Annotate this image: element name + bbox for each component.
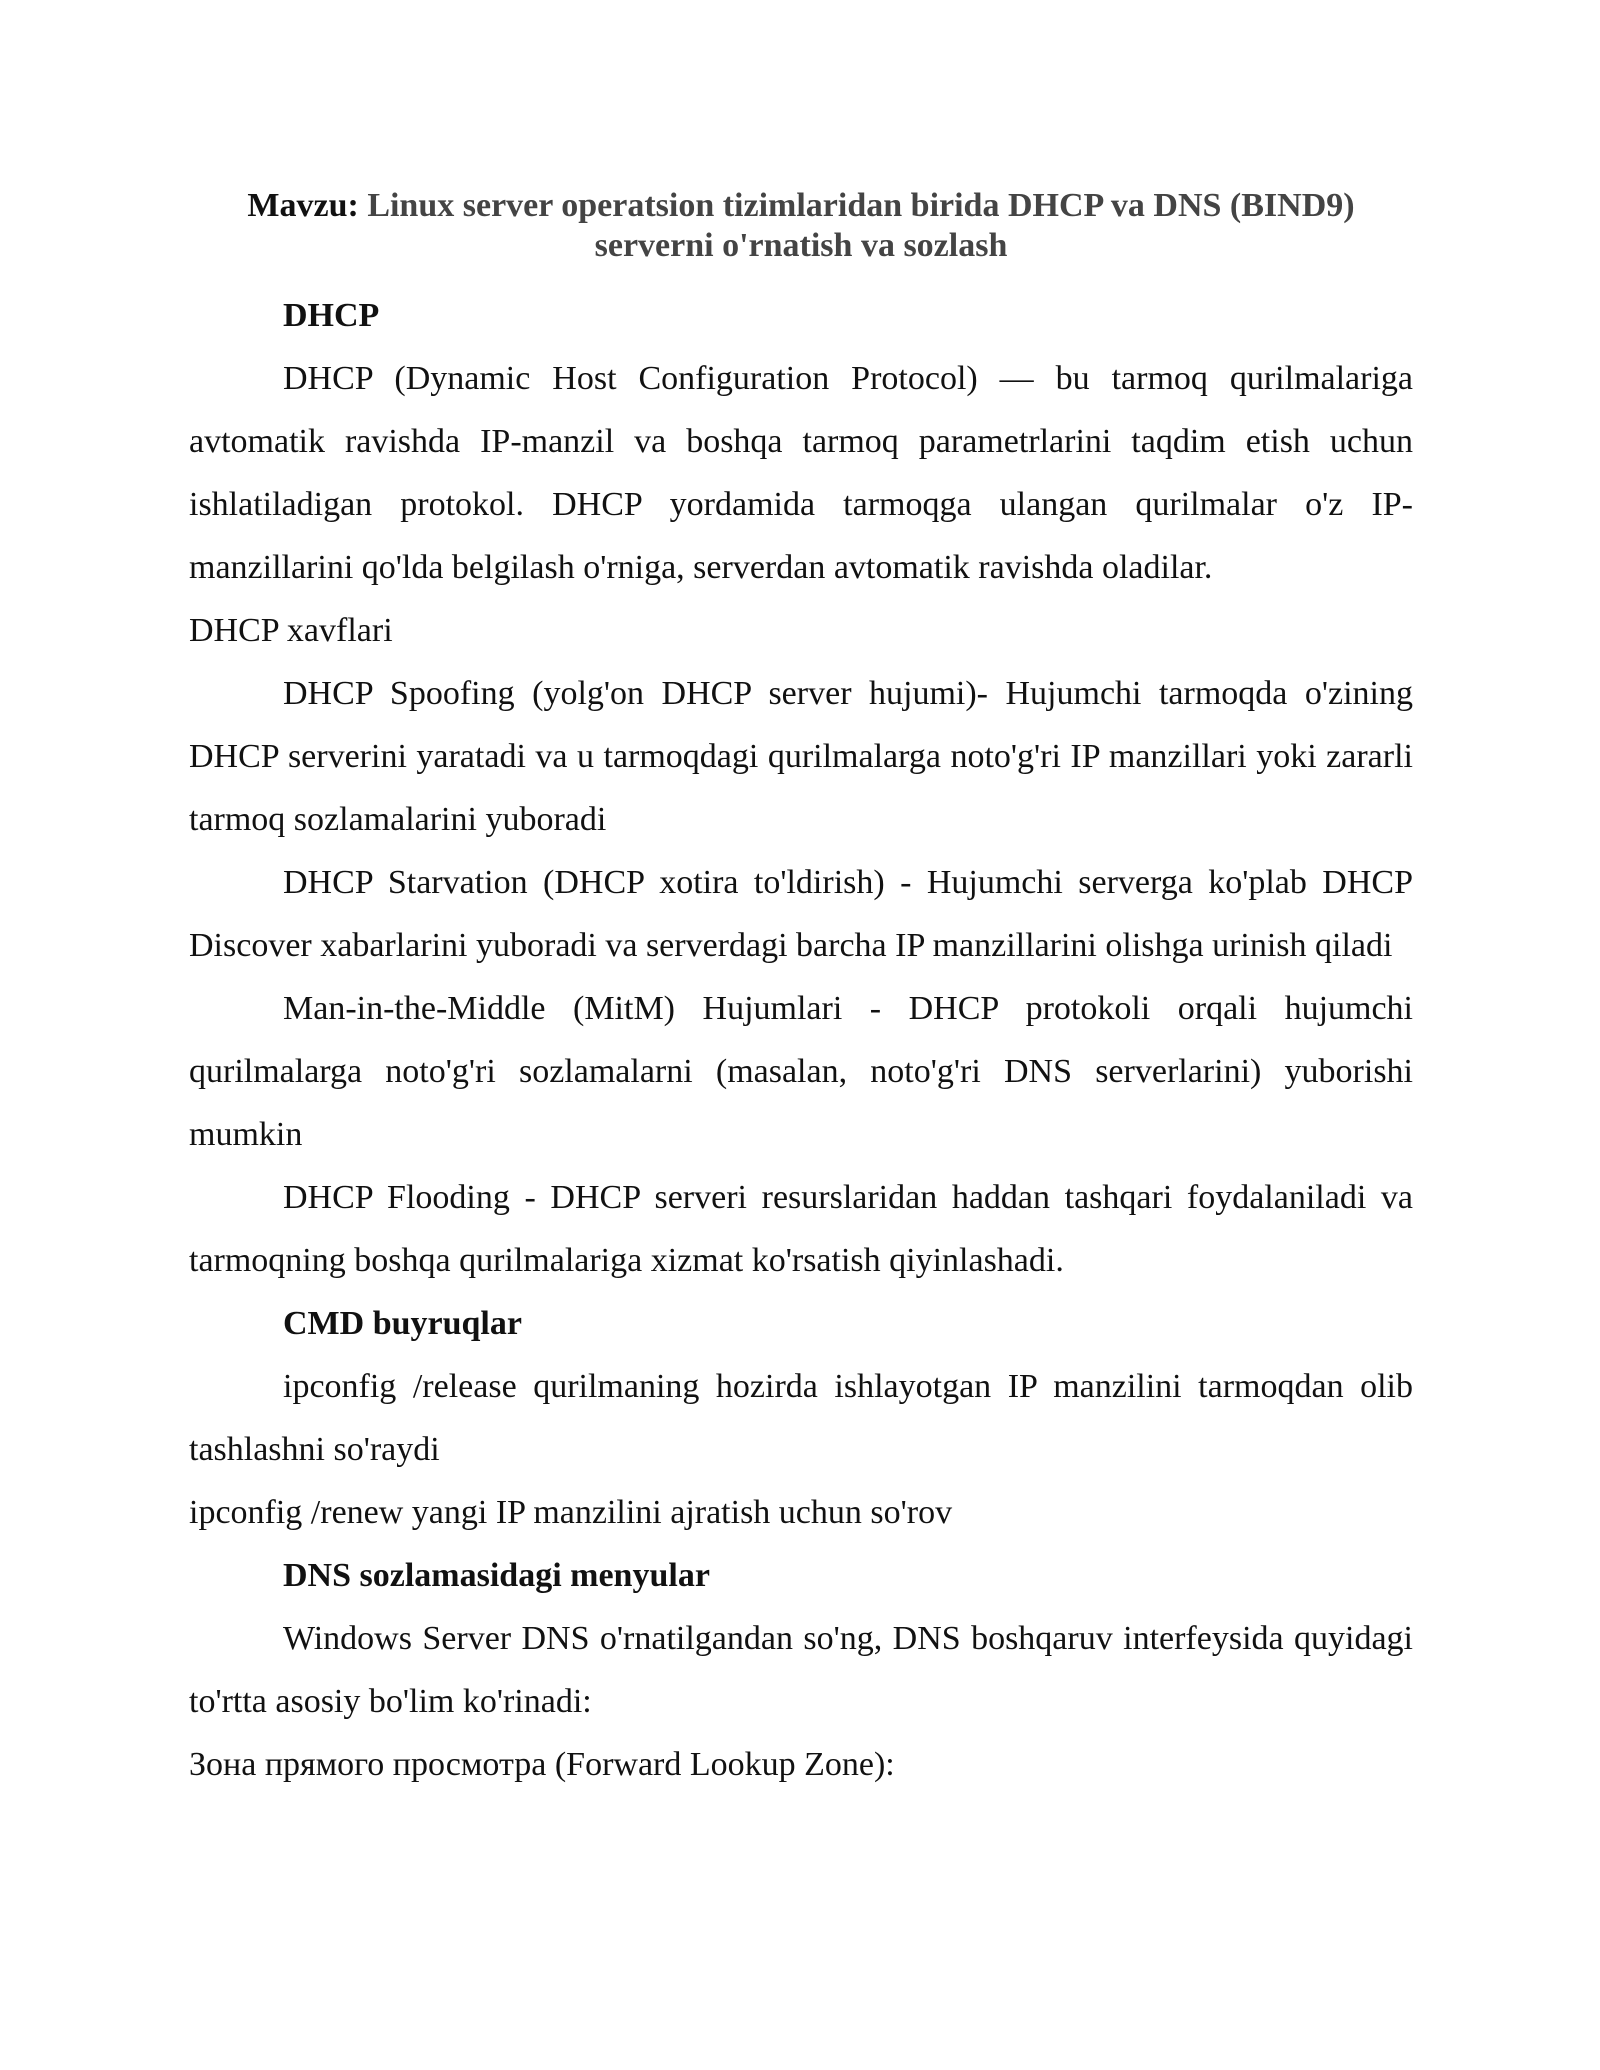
cmd-renew-paragraph: ipconfig /renew yangi IP manzilini ajratish uchun so'rov: [189, 1494, 953, 1531]
document-page: [189, 186, 1413, 1796]
dhcp-threats-label: DHCP xavflari: [189, 612, 393, 649]
title-label: Mavzu:: [247, 187, 359, 224]
dhcp-flooding-paragraph: DHCP Flooding - DHCP serveri resurslaridan haddan tashqari foydalaniladi va tarmoqning boshqa qurilmalariga xizmat ko'rsatish qiyinlashadi.: [189, 1179, 1413, 1279]
dhcp-starvation-paragraph: DHCP Starvation (DHCP xotira to'ldirish) - Hujumchi serverga ko'plab DHCP Discover xabarlarini yuboradi va serverdagi barcha IP manzillarini olishga urinish qiladi: [189, 864, 1413, 964]
dns-heading: DNS sozlamasidagi menyular: [283, 1557, 710, 1594]
mitm-paragraph: Man-in-the-Middle (MitM) Hujumlari - DHCP protokoli orqali hujumchi qurilmalarga noto'g'ri sozlamalarni (masalan, noto'g'ri DNS serverlarini) yuborishi mumkin: [189, 990, 1413, 1153]
dhcp-heading: DHCP: [283, 297, 380, 334]
dhcp-intro-paragraph: DHCP (Dynamic Host Configuration Protocol) — bu tarmoq qurilmalariga avtomatik ravishda IP-manzil va boshqa tarmoq parametrlarini taqdim etish uchun ishlatiladigan protokol. DHCP yordamida tarmoqga ulangan qurilmalar o'z IP-manzillarini qo'lda belgilash o'rniga, serverdan avtomatik ravishda oladilar.: [189, 360, 1413, 586]
title-line-2: serverni o'rnatish va sozlash: [594, 227, 1008, 264]
cmd-heading: CMD buyruqlar: [283, 1305, 522, 1342]
forward-lookup-zone-label: Зона прямого просмотра (Forward Lookup Zone):: [189, 1746, 895, 1783]
dhcp-spoofing-paragraph: DHCP Spoofing (yolg'on DHCP server hujumi)- Hujumchi tarmoqda o'zining DHCP serverini yaratadi va u tarmoqdagi qurilmalarga noto'g'ri IP manzillari yoki zararli tarmoq sozlamalarini yuboradi: [189, 675, 1413, 838]
title-line-1: Linux server operatsion tizimlaridan birida DHCP va DNS (BIND9): [367, 187, 1355, 224]
document-title: [189, 186, 1413, 266]
cmd-release-paragraph: ipconfig /release qurilmaning hozirda ishlayotgan IP manzilini tarmoqdan olib tashlashni so'raydi: [189, 1368, 1413, 1468]
dns-intro-paragraph: Windows Server DNS o'rnatilgandan so'ng, DNS boshqaruv interfeysida quyidagi to'rtta asosiy bo'lim ko'rinadi:: [189, 1620, 1413, 1720]
